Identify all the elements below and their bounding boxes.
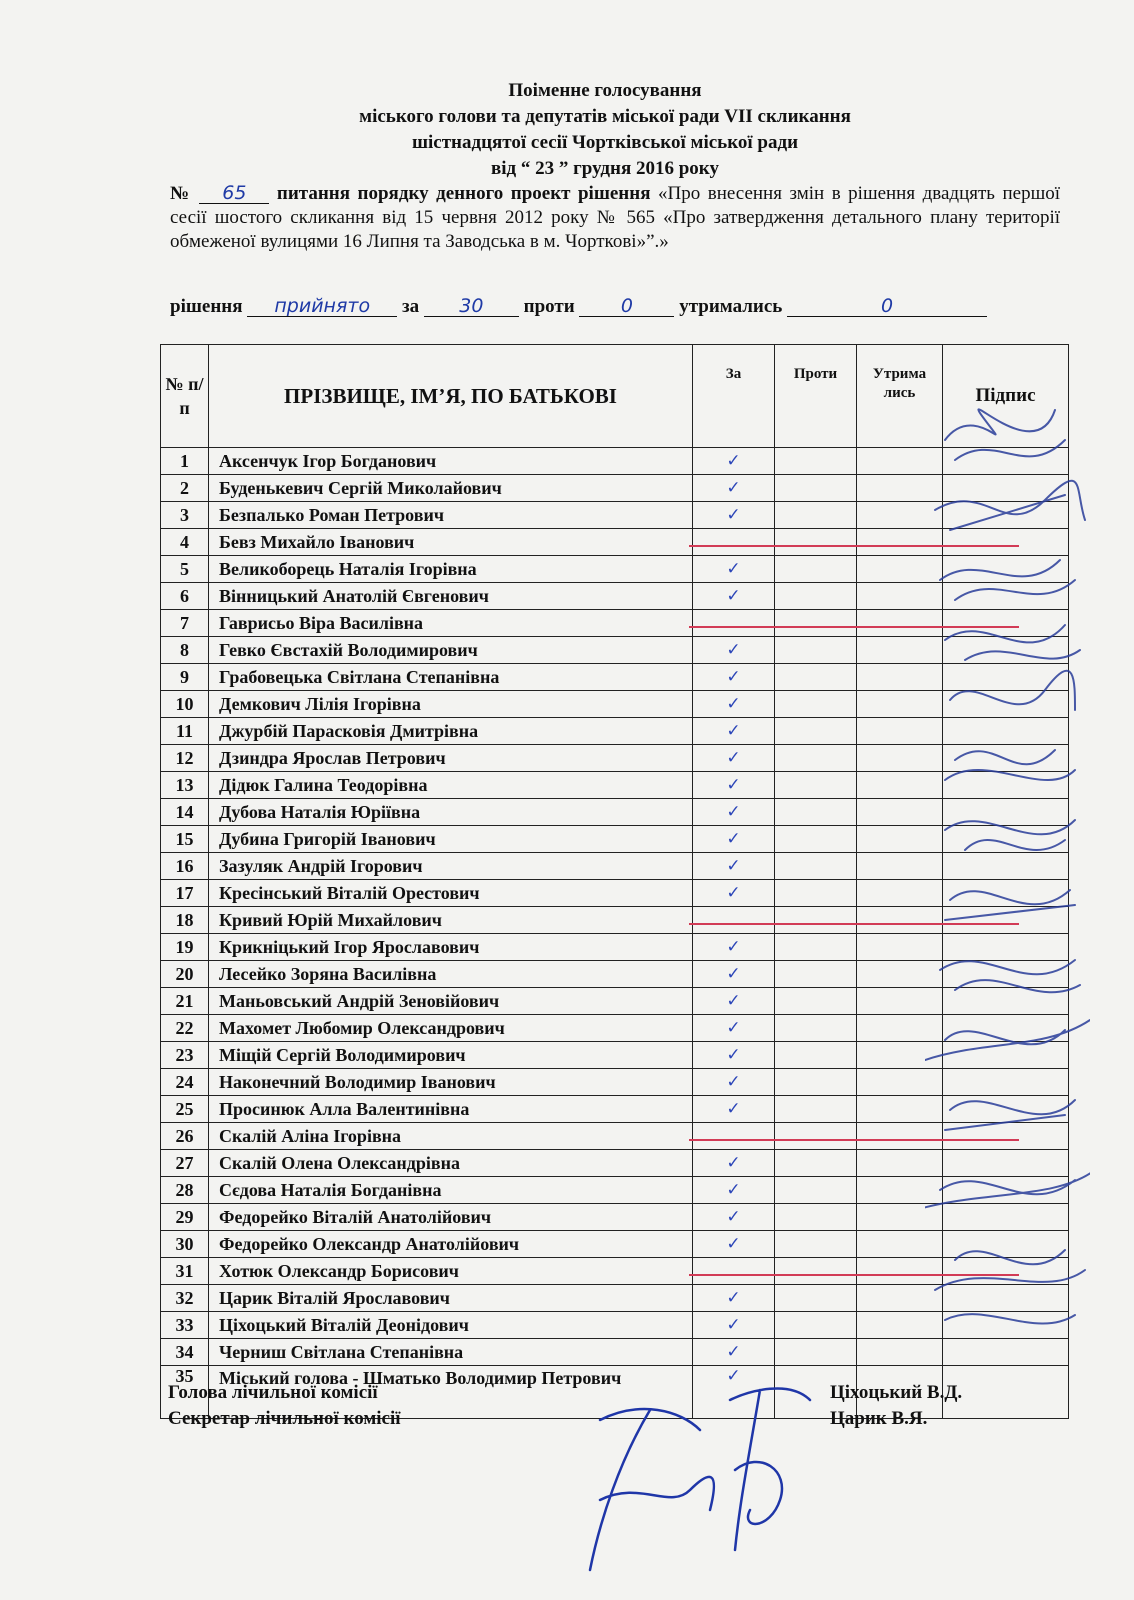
- row-number: 7: [161, 610, 209, 637]
- col-abstain-header: Утрима лись: [857, 345, 943, 448]
- vote-for-cell: [693, 1123, 775, 1150]
- vote-against-cell: [775, 583, 857, 610]
- vote-against-cell: [775, 772, 857, 799]
- secretary-name: Царик В.Я.: [830, 1408, 928, 1429]
- vote-for-cell: [693, 691, 775, 718]
- question-number-sign: №: [170, 183, 192, 204]
- deputy-name: Хотюк Олександр Борисович: [209, 1258, 693, 1285]
- against-count: 0: [579, 296, 674, 317]
- vote-for-cell: [693, 799, 775, 826]
- deputy-name: Дубина Григорій Іванович: [209, 826, 693, 853]
- vote-for-cell: [693, 961, 775, 988]
- check-mark: ✓: [726, 1072, 741, 1092]
- check-mark: ✓: [726, 1045, 741, 1065]
- check-mark: ✓: [726, 1234, 741, 1254]
- vote-for-cell: [693, 1015, 775, 1042]
- check-mark: ✓: [726, 478, 741, 498]
- vote-for-cell: [693, 1285, 775, 1312]
- deputy-name: Зазуляк Андрій Ігорович: [209, 853, 693, 880]
- row-number: 12: [161, 745, 209, 772]
- row-number: 32: [161, 1285, 209, 1312]
- abstain-count: 0: [787, 296, 987, 317]
- secretary-label: Секретар лічильної комісії: [168, 1408, 401, 1429]
- vote-against-cell: [775, 988, 857, 1015]
- vote-for-cell: [693, 583, 775, 610]
- deputy-name: Крикніцький Ігор Ярославович: [209, 934, 693, 961]
- deputy-name: Кривий Юрій Михайлович: [209, 907, 693, 934]
- vote-for-cell: [693, 1258, 775, 1285]
- deputy-name: Просинюк Алла Валентинівна: [209, 1096, 693, 1123]
- check-mark: ✓: [726, 559, 741, 579]
- check-mark: ✓: [726, 883, 741, 903]
- vote-against-cell: [775, 961, 857, 988]
- vote-against-cell: [775, 1339, 857, 1366]
- vote-against-cell: [775, 1123, 857, 1150]
- vote-against-cell: [775, 1042, 857, 1069]
- question-number: 65: [199, 183, 269, 204]
- row-number: 11: [161, 718, 209, 745]
- vote-against-cell: [775, 1069, 857, 1096]
- row-number: 17: [161, 880, 209, 907]
- doc-subtitle-session: шістнадцятої сесії Чортківської міської ради: [411, 132, 799, 153]
- check-mark: ✓: [726, 1288, 741, 1308]
- row-number: 19: [161, 934, 209, 961]
- row-number: 20: [161, 961, 209, 988]
- deputy-name: Безпалько Роман Петрович: [209, 502, 693, 529]
- col-number-header: № п/п: [161, 345, 209, 448]
- vote-against-cell: [775, 718, 857, 745]
- check-mark: ✓: [726, 721, 741, 741]
- check-mark: ✓: [726, 1180, 741, 1200]
- row-number: 24: [161, 1069, 209, 1096]
- doc-subtitle-council: міського голови та депутатів міської ради VII скликання: [359, 106, 851, 127]
- vote-against-cell: [775, 1312, 857, 1339]
- deputy-name: Аксенчук Ігор Богданович: [209, 448, 693, 475]
- check-mark: ✓: [726, 694, 741, 714]
- check-mark: ✓: [726, 586, 741, 606]
- vote-for-cell: [693, 1339, 775, 1366]
- check-mark: ✓: [726, 775, 741, 795]
- row-number: 35: [161, 1366, 209, 1419]
- vote-against-cell: [775, 637, 857, 664]
- deputy-name: Бевз Михайло Іванович: [209, 529, 693, 556]
- vote-against-cell: [775, 1231, 857, 1258]
- vote-against-cell: [775, 1177, 857, 1204]
- vote-against-cell: [775, 1285, 857, 1312]
- deputy-name: Ціхоцький Віталій Деонідович: [209, 1312, 693, 1339]
- vote-for-cell: [693, 907, 775, 934]
- vote-for-cell: [693, 1150, 775, 1177]
- question-lead: питання порядку денного проект рішення: [276, 183, 651, 204]
- vote-for-cell: [693, 718, 775, 745]
- check-mark: ✓: [726, 829, 741, 849]
- row-number: 23: [161, 1042, 209, 1069]
- vote-against-cell: [775, 826, 857, 853]
- row-number: 8: [161, 637, 209, 664]
- col-for-header: За: [693, 345, 775, 448]
- vote-for-cell: [693, 880, 775, 907]
- row-number: 14: [161, 799, 209, 826]
- doc-date: від “ 23 ” грудня 2016 року: [491, 158, 719, 179]
- vote-for-cell: [693, 448, 775, 475]
- deputy-name: Буденькевич Сергій Миколайович: [209, 475, 693, 502]
- row-number: 33: [161, 1312, 209, 1339]
- check-mark: ✓: [726, 505, 741, 525]
- deputy-name: Сєдова Наталія Богданівна: [209, 1177, 693, 1204]
- deputy-name: Лесейко Зоряна Василівна: [209, 961, 693, 988]
- doc-title: Поіменне голосування: [508, 80, 702, 101]
- row-number: 31: [161, 1258, 209, 1285]
- vote-for-cell: [693, 1231, 775, 1258]
- signature-column-scribbles: [925, 400, 1090, 1350]
- vote-for-cell: [693, 1204, 775, 1231]
- check-mark: ✓: [726, 1366, 741, 1386]
- deputy-name: Дубова Наталія Юріївна: [209, 799, 693, 826]
- vote-against-cell: [775, 1015, 857, 1042]
- vote-against-cell: [775, 1150, 857, 1177]
- check-mark: ✓: [726, 1018, 741, 1038]
- vote-against-cell: [775, 502, 857, 529]
- abstain-label: утримались: [679, 296, 783, 317]
- row-number: 21: [161, 988, 209, 1015]
- check-mark: ✓: [726, 667, 741, 687]
- deputy-name: Царик Віталій Ярославович: [209, 1285, 693, 1312]
- vote-for-cell: [693, 934, 775, 961]
- check-mark: ✓: [726, 1099, 741, 1119]
- col-signature-header: Підпис: [943, 345, 1069, 448]
- deputy-name: Міський голова - Шматько Володимир Петрович: [209, 1366, 693, 1419]
- chair-label: Голова лічильної комісії: [168, 1382, 378, 1403]
- check-mark: ✓: [726, 802, 741, 822]
- vote-for-cell: [693, 1312, 775, 1339]
- deputy-name: Демкович Лілія Ігорівна: [209, 691, 693, 718]
- vote-against-cell: [775, 1258, 857, 1285]
- row-number: 25: [161, 1096, 209, 1123]
- deputy-name: Грабовецька Світлана Степанівна: [209, 664, 693, 691]
- question-text: «Про внесення змін в рішення двадцять першої сесії шостого скликання від 15 червня 2012 року № 565 «Про затвердження детального плану території обмеженої вулицями 16 Липня та Заводська в м. Чорткові»”.»: [170, 183, 1060, 252]
- question-block: [170, 182, 1060, 254]
- vote-against-cell: [775, 610, 857, 637]
- check-mark: ✓: [726, 991, 741, 1011]
- row-number: 4: [161, 529, 209, 556]
- vote-for-cell: [693, 826, 775, 853]
- vote-against-cell: [775, 1204, 857, 1231]
- vote-for-cell: [693, 853, 775, 880]
- vote-for-cell: [693, 1177, 775, 1204]
- deputy-name: Вінницький Анатолій Євгенович: [209, 583, 693, 610]
- vote-against-cell: [775, 799, 857, 826]
- deputy-name: Черниш Світлана Степанівна: [209, 1339, 693, 1366]
- vote-against-cell: [775, 691, 857, 718]
- for-label: за: [402, 296, 420, 317]
- row-number: 15: [161, 826, 209, 853]
- col-against-header: Проти: [775, 345, 857, 448]
- vote-against-cell: [775, 529, 857, 556]
- deputy-name: Скалій Аліна Ігорівна: [209, 1123, 693, 1150]
- vote-for-cell: [693, 610, 775, 637]
- decision-label: рішення: [170, 296, 243, 317]
- check-mark: ✓: [726, 964, 741, 984]
- vote-against-cell: [775, 664, 857, 691]
- deputy-name: Маньовський Андрій Зеновійович: [209, 988, 693, 1015]
- vote-against-cell: [775, 475, 857, 502]
- chair-name: Ціхоцький В.Д.: [830, 1382, 963, 1403]
- vote-for-cell: [693, 664, 775, 691]
- row-number: 3: [161, 502, 209, 529]
- vote-against-cell: [775, 1096, 857, 1123]
- against-label: проти: [523, 296, 575, 317]
- check-mark: ✓: [726, 937, 741, 957]
- row-number: 34: [161, 1339, 209, 1366]
- col-name-header: ПРІЗВИЩЕ, ІМ’Я, ПО БАТЬКОВІ: [209, 345, 693, 448]
- vote-for-cell: [693, 637, 775, 664]
- commission-signatures: [560, 1380, 840, 1580]
- vote-against-cell: [775, 853, 857, 880]
- row-number: 5: [161, 556, 209, 583]
- deputy-name: Федорейко Олександр Анатолійович: [209, 1231, 693, 1258]
- check-mark: ✓: [726, 748, 741, 768]
- row-number: 16: [161, 853, 209, 880]
- vote-for-cell: [693, 988, 775, 1015]
- deputy-name: Джурбій Парасковія Дмитрівна: [209, 718, 693, 745]
- deputy-name: Скалій Олена Олександрівна: [209, 1150, 693, 1177]
- deputy-name: Дзиндра Ярослав Петрович: [209, 745, 693, 772]
- check-mark: ✓: [726, 640, 741, 660]
- row-number: 29: [161, 1204, 209, 1231]
- deputy-name: Дідюк Галина Теодорівна: [209, 772, 693, 799]
- check-mark: ✓: [726, 1342, 741, 1362]
- vote-for-cell: [693, 745, 775, 772]
- vote-against-cell: [775, 448, 857, 475]
- vote-against-cell: [775, 745, 857, 772]
- vote-against-cell: [775, 907, 857, 934]
- deputy-name: Махомет Любомир Олександрович: [209, 1015, 693, 1042]
- row-number: 6: [161, 583, 209, 610]
- check-mark: ✓: [726, 856, 741, 876]
- deputy-name: Гевко Євстахій Володимирович: [209, 637, 693, 664]
- row-number: 30: [161, 1231, 209, 1258]
- vote-for-cell: [693, 502, 775, 529]
- vote-for-cell: [693, 475, 775, 502]
- row-number: 9: [161, 664, 209, 691]
- row-number: 2: [161, 475, 209, 502]
- check-mark: ✓: [726, 451, 741, 471]
- check-mark: ✓: [726, 1207, 741, 1227]
- check-mark: ✓: [726, 1315, 741, 1335]
- vote-for-cell: [693, 1096, 775, 1123]
- vote-against-cell: [775, 880, 857, 907]
- row-number: 28: [161, 1177, 209, 1204]
- deputy-name: Кресінський Віталій Орестович: [209, 880, 693, 907]
- deputy-name: Федорейко Віталій Анатолійович: [209, 1204, 693, 1231]
- deputy-name: Гаврисьо Віра Василівна: [209, 610, 693, 637]
- vote-against-cell: [775, 556, 857, 583]
- row-number: 1: [161, 448, 209, 475]
- deputy-name: Великоборець Наталія Ігорівна: [209, 556, 693, 583]
- vote-for-cell: [693, 556, 775, 583]
- decision-value: прийнято: [247, 296, 397, 317]
- row-number: 18: [161, 907, 209, 934]
- for-count: 30: [424, 296, 519, 317]
- row-number: 26: [161, 1123, 209, 1150]
- row-number: 27: [161, 1150, 209, 1177]
- vote-for-cell: [693, 772, 775, 799]
- deputy-name: Наконечний Володимир Іванович: [209, 1069, 693, 1096]
- result-line: [170, 296, 1060, 318]
- vote-for-cell: [693, 1042, 775, 1069]
- row-number: 10: [161, 691, 209, 718]
- vote-against-cell: [775, 934, 857, 961]
- check-mark: ✓: [726, 1153, 741, 1173]
- row-number: 13: [161, 772, 209, 799]
- deputy-name: Міщій Сергій Володимирович: [209, 1042, 693, 1069]
- row-number: 22: [161, 1015, 209, 1042]
- vote-for-cell: [693, 529, 775, 556]
- vote-for-cell: [693, 1069, 775, 1096]
